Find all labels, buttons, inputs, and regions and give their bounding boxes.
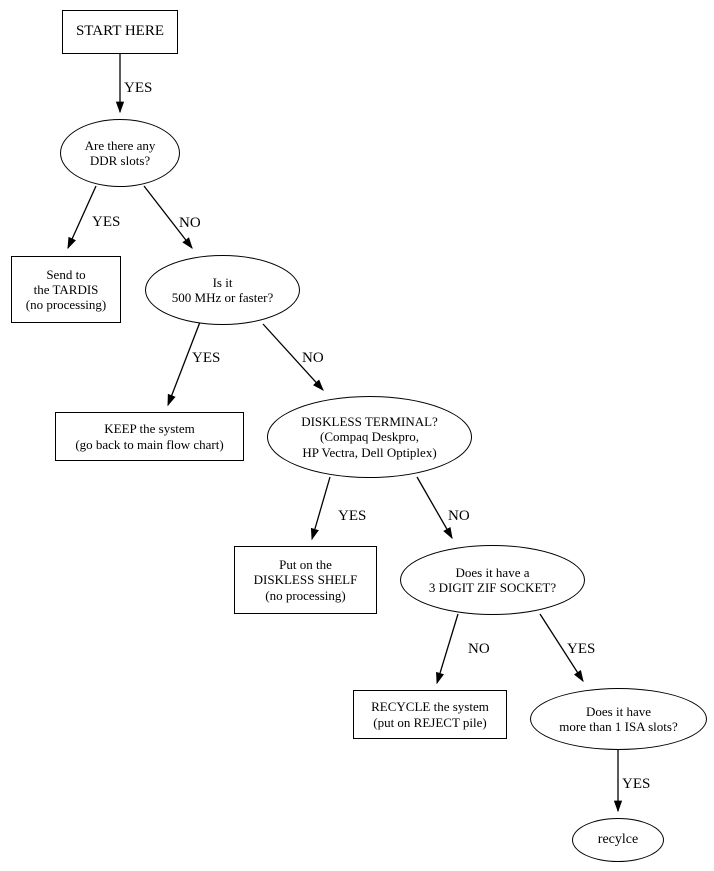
edge-label: YES (622, 776, 651, 792)
flow-node-line: recylce (597, 831, 639, 847)
flow-node-label (573, 832, 663, 849)
flow-node-tardis[interactable] (11, 256, 121, 323)
flow-node-ddr[interactable] (60, 119, 180, 187)
flow-node-zif[interactable] (400, 545, 585, 615)
flow-node-label (354, 699, 506, 730)
edge-label: YES (338, 508, 367, 524)
flow-node-speed[interactable] (145, 255, 300, 325)
flow-node-line: Send to (46, 266, 86, 282)
flow-node-line: Does it have a (455, 564, 530, 580)
flow-node-label (531, 704, 706, 735)
edge-label: NO (468, 641, 490, 657)
flow-node-line: RECYCLE the system (371, 699, 489, 715)
flow-node-line: more than 1 ISA slots? (559, 719, 678, 734)
flow-node-label (401, 565, 584, 596)
flow-node-line: (go back to main flow chart) (75, 436, 224, 452)
flow-node-label (61, 138, 179, 169)
flow-node-line: (no processing) (265, 587, 346, 603)
flow-node-line: DISKLESS SHELF (253, 572, 358, 588)
flow-node-shelf[interactable] (234, 546, 377, 614)
flow-node-label (268, 414, 471, 460)
flow-node-line: DISKLESS TERMINAL? (301, 414, 438, 429)
flow-node-label (235, 557, 376, 603)
flow-edge (417, 477, 452, 538)
edge-label: YES (92, 214, 121, 230)
flow-node-line: Is it (212, 274, 233, 290)
flow-node-label (146, 275, 299, 306)
flow-node-line: 3 DIGIT ZIF SOCKET? (428, 580, 557, 595)
edge-label: YES (192, 350, 221, 366)
flow-node-isa[interactable] (530, 688, 707, 750)
flow-node-line: (no processing) (25, 297, 107, 313)
flow-node-recycle_box[interactable] (353, 690, 507, 739)
flow-node-diskless[interactable] (267, 396, 472, 478)
flow-node-label (63, 23, 177, 41)
flow-node-line: Put on the (279, 557, 332, 572)
edge-label: NO (179, 215, 201, 231)
flow-node-line: (put on REJECT pile) (373, 714, 487, 730)
flow-node-keep[interactable] (55, 412, 244, 461)
flow-node-label (12, 267, 120, 313)
edge-label: YES (567, 641, 596, 657)
flow-edge (312, 477, 330, 539)
flow-node-line: HP Vectra, Dell Optiplex) (302, 444, 437, 460)
flow-node-line: Are there any (84, 137, 156, 153)
flow-node-line: the TARDIS (33, 281, 99, 297)
flow-node-line: DDR slots? (89, 153, 151, 168)
edge-label: NO (302, 350, 324, 366)
flow-node-line: KEEP the system (104, 421, 195, 437)
flow-edge (437, 614, 458, 683)
flow-node-label (56, 421, 243, 452)
flow-node-start[interactable] (62, 10, 178, 54)
flow-node-line: 500 MHz or faster? (171, 290, 274, 305)
edge-label: NO (448, 508, 470, 524)
flow-node-line: (Compaq Deskpro, (320, 429, 419, 445)
flow-node-recylce[interactable] (572, 818, 664, 862)
flow-node-line: START HERE (75, 23, 165, 40)
edge-label: YES (124, 80, 153, 96)
flow-node-line: Does it have (586, 703, 651, 719)
